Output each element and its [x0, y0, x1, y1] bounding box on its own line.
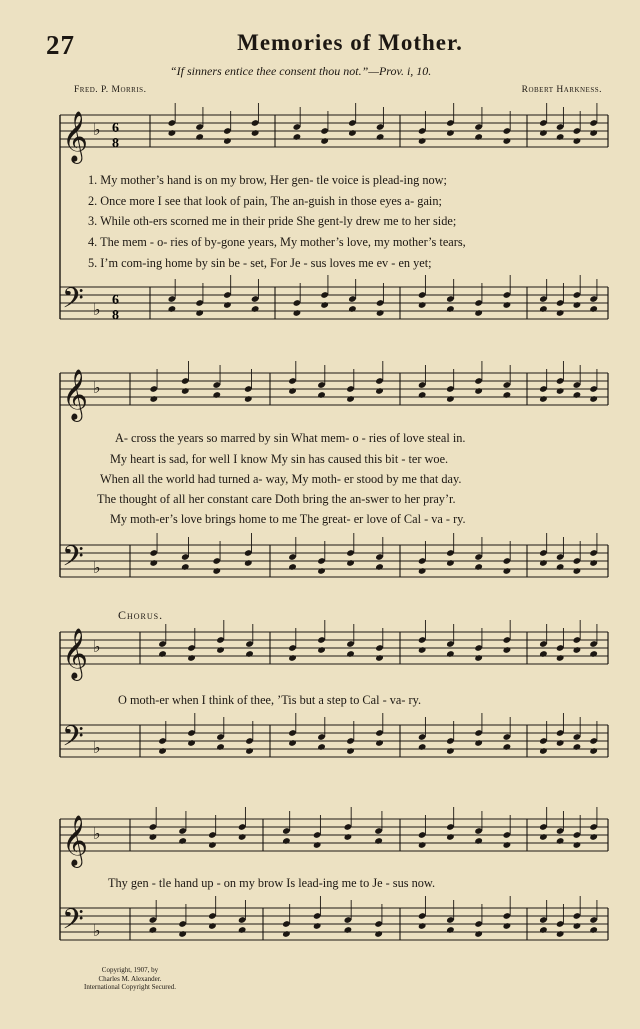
notehead [244, 559, 253, 567]
bass-clef-icon: 𝄢 [62, 720, 84, 760]
verse-5-line-1: 5. I’m com-ing home by sin be - set, For Je - sus loves me ev - en yet; [88, 256, 432, 270]
notehead [251, 129, 260, 137]
notehead [313, 841, 322, 849]
treble-clef-icon: 𝄞 [62, 111, 89, 162]
hymn-title: Memories of Mother. [237, 30, 463, 55]
time-signature-treble-bottom: 8 [112, 136, 119, 151]
notehead [446, 926, 455, 934]
notehead [149, 395, 158, 403]
notehead [589, 395, 598, 403]
notehead [474, 837, 483, 845]
notehead [539, 305, 548, 313]
notehead [178, 930, 187, 938]
notehead [149, 559, 158, 567]
notehead [238, 833, 247, 841]
flat-key-signature-icon: ♭ [93, 824, 101, 843]
notehead [346, 395, 355, 403]
notehead [589, 559, 598, 567]
notehead [589, 129, 598, 137]
notehead [474, 654, 483, 662]
notehead [539, 926, 548, 934]
notehead [589, 650, 598, 658]
verse-2-line-1: 2. Once more I see that look of pain, The an-guish in those eyes a- gain; [88, 194, 442, 208]
notehead [474, 309, 483, 317]
verse-1-line-1: 1. My mother’s hand is on my brow, Her gen- tle voice is plead-ing now; [88, 173, 447, 187]
notehead [556, 309, 565, 317]
notehead [589, 926, 598, 934]
notehead [503, 567, 512, 575]
flat-key-signature-icon: ♭ [93, 558, 101, 577]
notehead [317, 391, 326, 399]
notehead [149, 833, 158, 841]
notehead [223, 137, 232, 145]
notehead [446, 559, 455, 567]
flat-key-signature-icon: ♭ [93, 738, 101, 757]
time-signature-bass-bottom: 8 [112, 308, 119, 323]
notehead [573, 567, 582, 575]
notehead [158, 650, 167, 658]
notehead [539, 559, 548, 567]
notehead [348, 129, 357, 137]
bass-clef-icon: 𝄢 [62, 540, 84, 580]
notehead [216, 743, 225, 751]
notehead [251, 305, 260, 313]
music-credit: Robert Harkness. [521, 85, 602, 95]
notehead [245, 747, 254, 755]
notehead [418, 646, 427, 654]
copyright-line-3: International Copyright Secured. [84, 983, 176, 991]
notehead [503, 301, 512, 309]
notehead [556, 654, 565, 662]
treble-clef-icon: 𝄞 [62, 369, 89, 420]
notehead [539, 833, 548, 841]
notehead [503, 391, 512, 399]
notehead [418, 743, 427, 751]
notehead [474, 930, 483, 938]
verse-4-line-1: 4. The mem - o- ries of by-gone years, My mother’s love, my mother’s tears, [88, 235, 466, 249]
notehead [168, 129, 177, 137]
notehead [503, 922, 512, 930]
bass-clef-icon: 𝄢 [62, 903, 84, 943]
notehead [556, 563, 565, 571]
notehead [503, 137, 512, 145]
notehead [317, 743, 326, 751]
notehead [149, 926, 158, 934]
notehead [446, 650, 455, 658]
notehead [503, 646, 512, 654]
verse-1-line-2: A- cross the years so marred by sin What mem- o - ries of love steal in. [115, 431, 466, 445]
notehead [589, 305, 598, 313]
notehead [187, 739, 196, 747]
flat-key-signature-icon: ♭ [93, 300, 101, 319]
chorus-label: Chorus. [118, 608, 164, 622]
notehead [474, 739, 483, 747]
bass-clef-icon: 𝄢 [62, 282, 84, 322]
verse-3-line-2: When all the world had turned a- way, My moth- er stood by me that day. [100, 472, 462, 486]
epigraph: “If sinners entice thee consent thou not.”—Prov. i, 10. [170, 64, 432, 78]
notehead [348, 305, 357, 313]
notehead [539, 395, 548, 403]
notehead [539, 747, 548, 755]
notehead [376, 309, 385, 317]
notehead [282, 930, 291, 938]
notehead [556, 837, 565, 845]
notehead [539, 129, 548, 137]
words-credit: Fred. P. Morris. [74, 85, 147, 95]
flat-key-signature-icon: ♭ [93, 637, 101, 656]
notehead [573, 841, 582, 849]
notehead [418, 391, 427, 399]
notehead [589, 833, 598, 841]
notehead [212, 567, 221, 575]
notehead [344, 833, 353, 841]
verse-2-line-2: My heart is sad, for well I know My sin has caused this bit - ter woe. [110, 452, 449, 466]
notehead [375, 563, 384, 571]
notehead [313, 922, 322, 930]
flat-key-signature-icon: ♭ [93, 120, 101, 139]
notehead [288, 563, 297, 571]
notehead [317, 646, 326, 654]
notehead [195, 309, 204, 317]
notehead [293, 309, 302, 317]
treble-clef-icon: 𝄞 [62, 628, 89, 679]
notehead [418, 301, 427, 309]
notehead [446, 129, 455, 137]
notehead [216, 646, 225, 654]
notehead [474, 563, 483, 571]
notehead [168, 305, 177, 313]
notehead [223, 301, 232, 309]
notehead [573, 137, 582, 145]
notehead [181, 563, 190, 571]
notehead [208, 841, 217, 849]
notehead [244, 395, 253, 403]
notehead [374, 837, 383, 845]
notehead [375, 739, 384, 747]
copyright-line-1: Copyright, 1907, by [101, 966, 159, 974]
notehead [573, 391, 582, 399]
notehead [374, 930, 383, 938]
notehead [556, 739, 565, 747]
treble-clef-icon: 𝄞 [62, 815, 89, 866]
notehead [573, 301, 582, 309]
time-signature-bass-top: 6 [112, 293, 119, 308]
notehead [573, 922, 582, 930]
notehead [539, 650, 548, 658]
notehead [573, 743, 582, 751]
notehead [346, 559, 355, 567]
notehead [288, 387, 297, 395]
notehead [346, 650, 355, 658]
notehead [376, 133, 385, 141]
notehead [288, 739, 297, 747]
notehead [344, 926, 353, 934]
notehead [503, 841, 512, 849]
notehead [503, 743, 512, 751]
notehead [375, 387, 384, 395]
notehead [418, 567, 427, 575]
notehead [556, 133, 565, 141]
chorus-line-2: Thy gen - tle hand up - on my brow Is lead-ing me to Je - sus now. [108, 876, 436, 890]
chorus-line-1: O moth-er when I think of thee, ’Tis but a step to Cal - va- ry. [118, 693, 422, 707]
notehead [474, 133, 483, 141]
notehead [418, 841, 427, 849]
verse-3-line-1: 3. While oth-ers scorned me in their pride She gent-ly drew me to her side; [88, 214, 457, 228]
flat-key-signature-icon: ♭ [93, 921, 101, 940]
verse-5-line-2: My moth-er’s love brings home to me The great- er love of Cal - va - ry. [110, 512, 466, 526]
notehead [375, 654, 384, 662]
notehead [418, 922, 427, 930]
notehead [446, 305, 455, 313]
notehead [282, 837, 291, 845]
flat-key-signature-icon: ♭ [93, 378, 101, 397]
notehead [320, 301, 329, 309]
notehead [212, 391, 221, 399]
notehead [474, 387, 483, 395]
time-signature-treble-top: 6 [112, 121, 119, 136]
notehead [589, 747, 598, 755]
notehead [446, 395, 455, 403]
notehead [181, 387, 190, 395]
notehead [418, 137, 427, 145]
notehead [556, 930, 565, 938]
notehead [158, 747, 167, 755]
notehead [187, 654, 196, 662]
verse-4-line-2: The thought of all her constant care Doth bring the an-swer to her pray’r. [97, 492, 456, 506]
notehead [288, 654, 297, 662]
notehead [238, 926, 247, 934]
copyright-line-2: Charles M. Alexander. [98, 974, 162, 983]
copyright-notice [84, 966, 176, 992]
notehead [573, 646, 582, 654]
hymn-number: 27 [46, 30, 75, 60]
notehead [320, 137, 329, 145]
notehead [245, 650, 254, 658]
notehead [346, 747, 355, 755]
notehead [293, 133, 302, 141]
notehead [446, 747, 455, 755]
notehead [195, 133, 204, 141]
notehead [208, 922, 217, 930]
notehead [446, 833, 455, 841]
notehead [178, 837, 187, 845]
notehead [317, 567, 326, 575]
notehead [556, 387, 565, 395]
